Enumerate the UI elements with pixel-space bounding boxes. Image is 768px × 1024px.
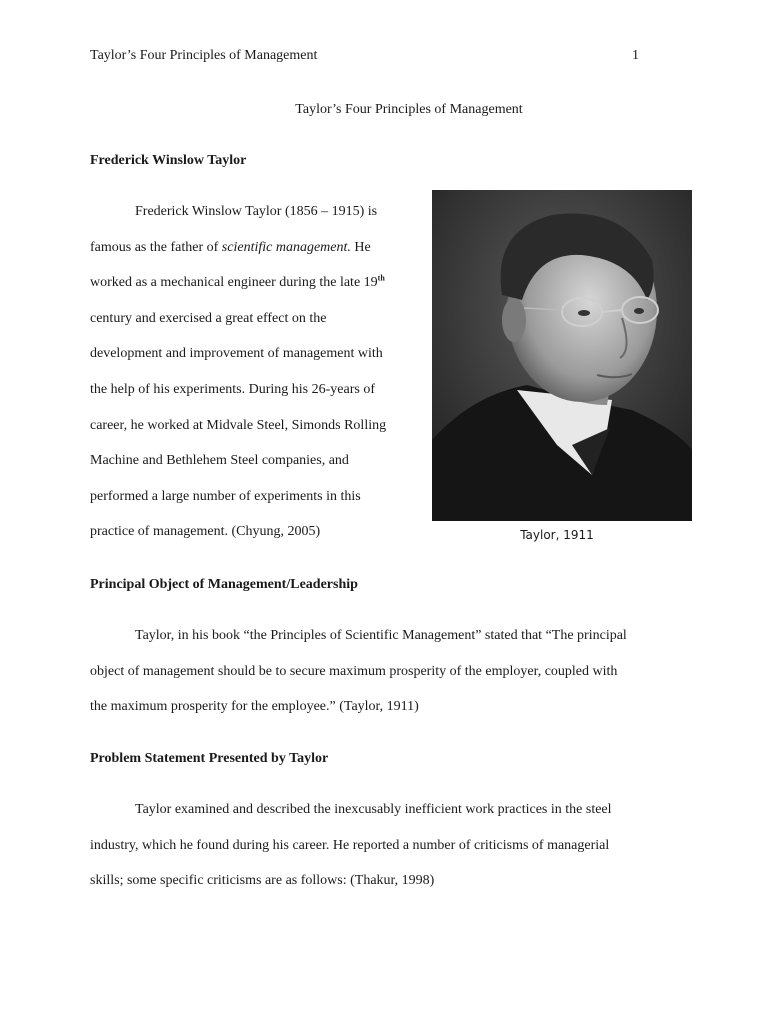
paragraph-line: skills; some specific criticisms are as follows: (Thakur, 1998) (90, 873, 435, 889)
problem-statement-paragraph (90, 792, 612, 899)
paragraph-line: Taylor, in his book “the Principles of Scientific Management” stated that “The principal (135, 628, 627, 643)
paragraph-line: Machine and Bethlehem Steel companies, and (90, 453, 349, 469)
running-head: Taylor’s Four Principles of Management (90, 48, 318, 63)
paragraph-line: the help of his experiments. During his 26-years of (90, 381, 375, 397)
paragraph-line: object of management should be to secure maximum prosperity of the employer, coupled with (90, 663, 618, 679)
paragraph-line: industry, which he found during his career. He reported a number of criticisms of managerial (90, 837, 610, 853)
photo-caption: Taylor, 1911 (520, 528, 594, 542)
paragraph-line: Frederick Winslow Taylor (1856 – 1915) is (135, 204, 378, 219)
page-number: 1 (632, 48, 639, 63)
section-heading-problem-statement: Problem Statement Presented by Taylor (90, 751, 329, 766)
text-run: worked as a mechanical engineer during the late 19 (90, 275, 378, 291)
text-run: famous as the father of (90, 239, 222, 255)
principal-object-paragraph (90, 618, 627, 725)
portrait-photo (432, 190, 692, 521)
paragraph-line: the maximum prosperity for the employee.” (Taylor, 1911) (90, 699, 419, 715)
taylor-bio-paragraph (90, 194, 386, 550)
paragraph-line (90, 265, 386, 301)
superscript: th (377, 273, 385, 283)
paragraph-line: Taylor examined and described the inexcusably inefficient work practices in the steel (135, 802, 612, 817)
paragraph-line: development and improvement of management with (90, 346, 383, 362)
paragraph-line: career, he worked at Midvale Steel, Simonds Rolling (90, 417, 387, 433)
section-heading-taylor: Frederick Winslow Taylor (90, 153, 247, 168)
paragraph-line: performed a large number of experiments in this (90, 488, 361, 504)
portrait-illustration (432, 190, 692, 521)
italic-term: scientific management. (221, 239, 351, 255)
paragraph-line: century and exercised a great effect on the (90, 310, 327, 326)
document-title: Taylor’s Four Principles of Management (295, 102, 523, 117)
text-run: He (350, 239, 371, 255)
paragraph-line (90, 230, 386, 266)
paragraph-line: practice of management. (Chyung, 2005) (90, 524, 321, 540)
section-heading-principal-object: Principal Object of Management/Leadership (90, 577, 358, 592)
